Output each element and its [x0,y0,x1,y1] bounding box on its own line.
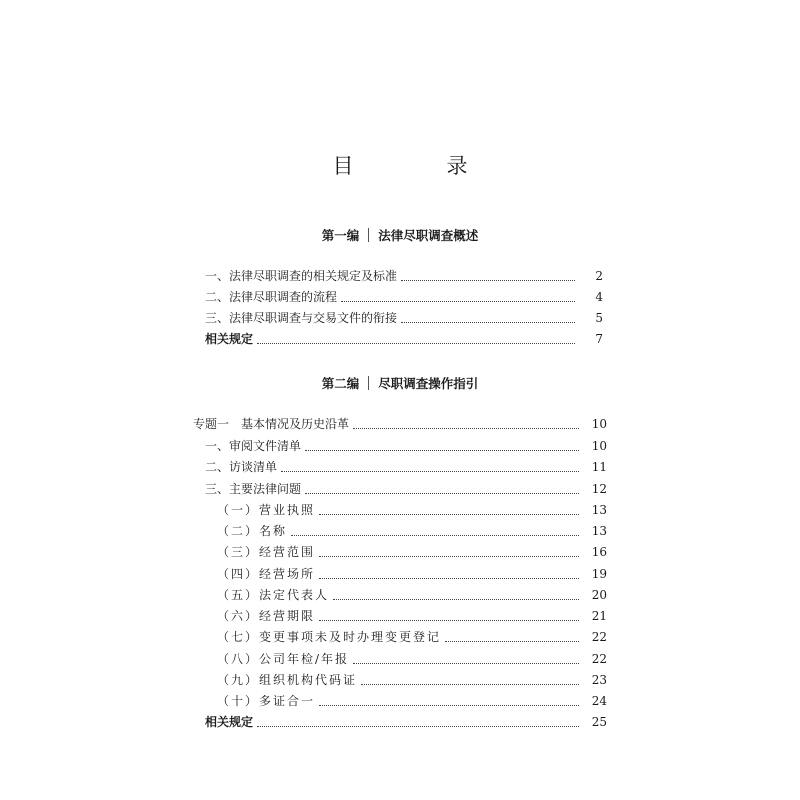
divider [368,228,369,242]
leader-dots [401,280,575,281]
entry-title: （三）经营范围 [217,545,316,559]
entry-title: （九）组织机构代码证 [217,673,358,687]
toc-entry[interactable] [217,501,607,519]
toc-entry[interactable] [217,650,607,668]
toc-entry[interactable] [217,586,607,604]
leader-dots [319,578,579,579]
entry-title: 二、访谈清单 [205,460,278,474]
part-name: 尽职调查操作指引 [378,376,479,391]
toc-entry[interactable] [217,628,607,646]
toc-entry[interactable] [205,267,603,285]
part-heading-2 [0,374,800,392]
toc-entry[interactable] [217,692,607,710]
toc-entry[interactable] [193,415,607,433]
entry-title: （五）法定代表人 [217,588,330,602]
leader-dots [333,599,579,600]
entry-title: （六）经营期限 [217,609,316,623]
entry-page: 22 [591,630,607,644]
leader-dots [305,493,579,494]
entry-page: 20 [591,588,607,602]
entry-title: （四）经营场所 [217,567,316,581]
part-name: 法律尽职调查概述 [378,228,479,243]
leader-dots [341,301,575,302]
leader-dots [353,428,579,429]
entry-title: （一）营业执照 [217,503,316,517]
entry-title: （八）公司年检/年报 [217,652,350,666]
leader-dots [281,471,579,472]
toc-entry[interactable] [217,522,607,540]
toc-entry[interactable] [205,288,603,306]
divider [368,376,369,390]
entry-title: 二、法律尽职调查的流程 [205,290,338,304]
entry-page: 16 [591,545,607,559]
leader-dots [319,620,579,621]
toc-entry[interactable] [217,543,607,561]
entry-title: 相关规定 [205,332,254,346]
entry-page: 12 [591,482,607,496]
leader-dots [361,684,579,685]
toc-entry[interactable] [217,565,607,583]
entry-title: （二）名称 [217,524,288,538]
entry-title: 三、主要法律问题 [205,482,302,496]
entry-page: 10 [591,439,607,453]
part-label: 第一编 [321,228,360,243]
entry-page: 4 [595,290,603,304]
toc-entry[interactable] [205,713,607,731]
leader-dots [291,535,579,536]
leader-dots [319,514,579,515]
toc-entry[interactable] [205,458,607,476]
entry-page: 13 [591,503,607,517]
leader-dots [319,705,579,706]
leader-dots [257,343,575,344]
entry-page: 23 [591,673,607,687]
entry-page: 10 [591,417,607,431]
leader-dots [257,726,579,727]
entry-page: 13 [591,524,607,538]
leader-dots [401,322,575,323]
leader-dots [319,556,579,557]
toc-entry[interactable] [205,480,607,498]
entry-page: 7 [595,332,603,346]
entry-title: （十）多证合一 [217,694,316,708]
toc-entry[interactable] [217,607,607,625]
part-heading-1 [0,226,800,244]
toc-entry[interactable] [205,330,603,348]
leader-dots [353,663,579,664]
part-label: 第二编 [321,376,360,391]
leader-dots [305,450,579,451]
entry-title: 一、审阅文件清单 [205,439,302,453]
entry-page: 19 [591,567,607,581]
page-title: 目 录 [332,154,504,178]
entry-page: 5 [595,311,603,325]
entry-page: 24 [591,694,607,708]
entry-title: （七）变更事项未及时办理变更登记 [217,630,442,644]
toc-entry[interactable] [205,309,603,327]
toc-entry[interactable] [205,437,607,455]
entry-page: 25 [591,715,607,729]
toc-entry[interactable] [217,671,607,689]
entry-title: 专题一 基本情况及历史沿革 [193,417,350,431]
entry-title: 相关规定 [205,715,254,729]
entry-page: 22 [591,652,607,666]
entry-title: 三、法律尽职调查与交易文件的衔接 [205,311,398,325]
leader-dots [445,641,579,642]
entry-page: 11 [591,460,607,474]
entry-page: 21 [591,609,607,623]
entry-title: 一、法律尽职调查的相关规定及标准 [205,269,398,283]
entry-page: 2 [595,269,603,283]
